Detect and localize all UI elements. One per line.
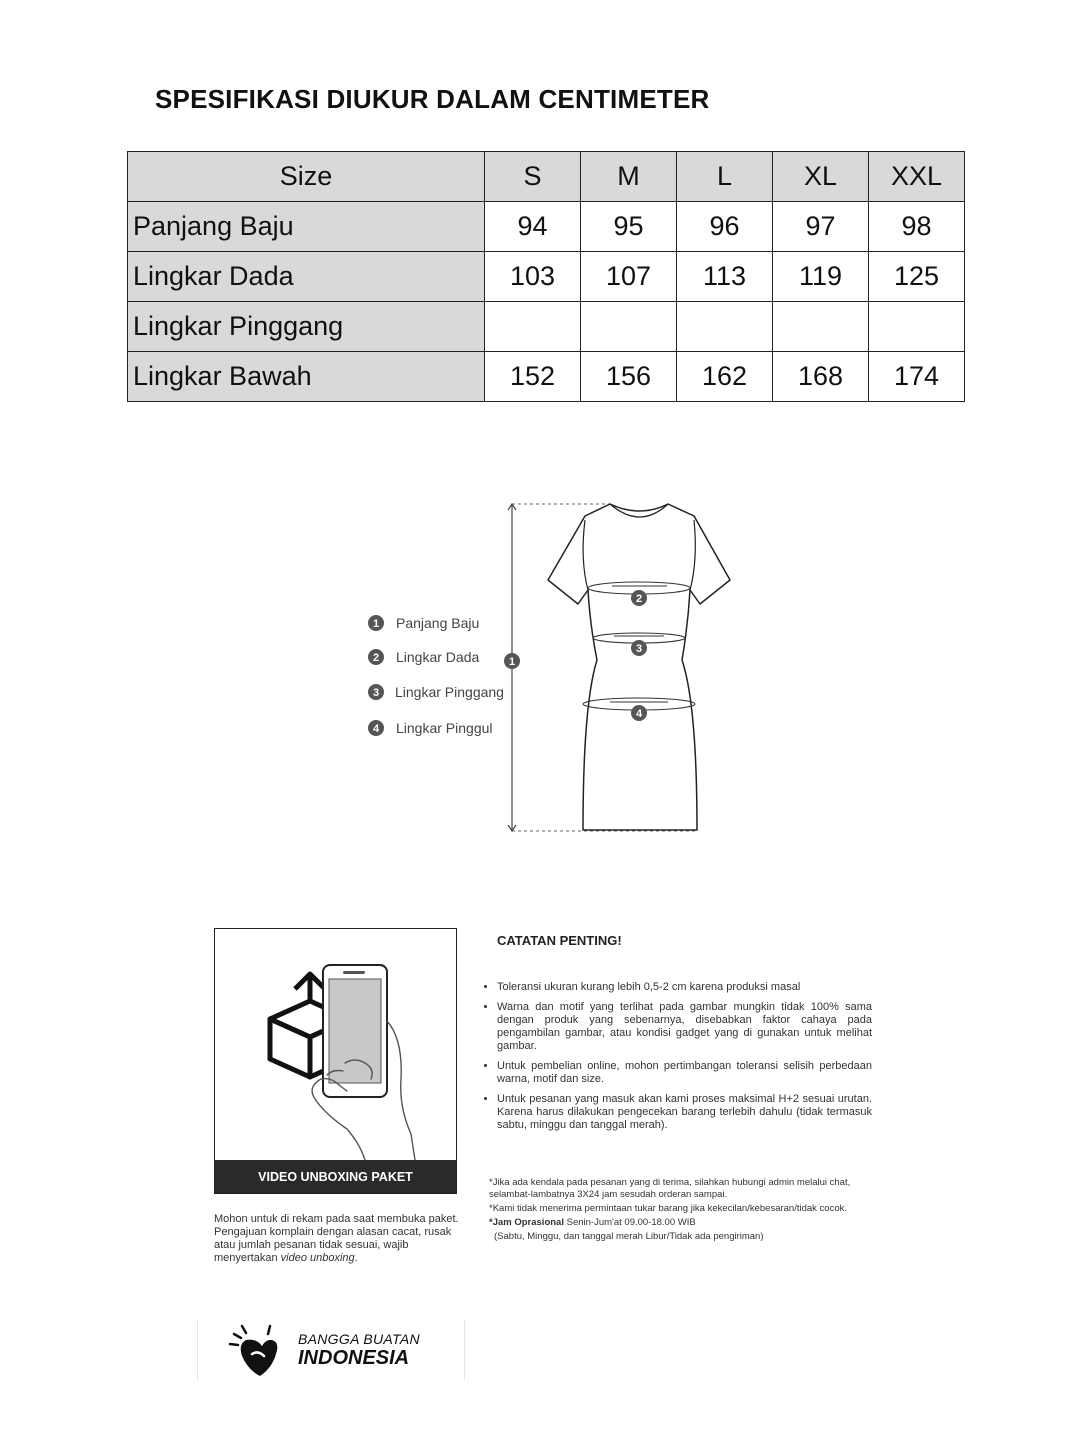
footnote-contact: *Jika ada kendala pada pesanan yang di terima, silahkan hubungi admin melalui chat, selambat-lambatnya 3X24 jam sesudah orderan sampai.: [489, 1177, 851, 1200]
legend-number: 3: [372, 687, 380, 699]
legend-item-2: [368, 649, 479, 665]
unboxing-description-emphasis: video unboxing: [280, 1252, 355, 1264]
table-cell: [773, 302, 869, 352]
table-cell: 119: [773, 252, 869, 302]
table-cell: 97: [773, 202, 869, 252]
table-header-row: [128, 152, 965, 202]
legend-item-3: [368, 684, 504, 700]
dress-outline: [548, 504, 730, 830]
table-cell: 107: [581, 252, 677, 302]
table-cell: 174: [869, 352, 965, 402]
list-item: • Untuk pesanan yang masuk akan kami proses maksimal H+2 sesuai urutan. Karena harus dilakukan pengecekan barang terlebih dahulu (tidak termasuk sabtu, minggu dan tanggal merah).: [497, 1093, 872, 1132]
header-cell: XXL: [869, 152, 965, 202]
unboxing-description-text: Mohon untuk di rekam pada saat membuka paket. Pengajuan komplain dengan alasan cacat, rusak atau jumlah pesanan tidak sesuai, wajib menyertakan: [214, 1213, 459, 1264]
list-item: • Untuk pembelian online, mohon pertimbangan toleransi selisih perbedaan warna, motif dan size.: [497, 1060, 872, 1086]
phone-icon: [323, 965, 387, 1097]
legend-label: Lingkar Pinggang: [395, 684, 504, 700]
table-cell: [581, 302, 677, 352]
table-cell: 95: [581, 202, 677, 252]
marker-number: 1: [508, 656, 516, 668]
brand-logo: [197, 1320, 465, 1380]
phone-unboxing-illustration: [215, 929, 455, 1160]
table-cell: 168: [773, 352, 869, 402]
size-table: [127, 151, 965, 402]
hours-value: Senin-Jum'at 09.00-18.00 WIB: [563, 1217, 696, 1228]
header-cell: Size: [128, 152, 485, 202]
legend-label: Lingkar Pinggul: [396, 720, 493, 736]
header-cell: S: [485, 152, 581, 202]
notes-list: [482, 981, 872, 1139]
unboxing-label-bar: VIDEO UNBOXING PAKET: [215, 1160, 456, 1193]
dress-measurement-diagram: [360, 495, 740, 840]
row-label: Lingkar Bawah: [128, 352, 485, 402]
row-label: Lingkar Dada: [128, 252, 485, 302]
list-item: • Toleransi ukuran kurang lebih 0,5-2 cm karena produksi masal: [497, 981, 872, 994]
table-row: [128, 302, 965, 352]
legend-number: 4: [372, 723, 380, 735]
table-cell: [869, 302, 965, 352]
hours-note: (Sabtu, Minggu, dan tanggal merah Libur/Tidak ada pengiriman): [494, 1231, 764, 1242]
hours-label: *Jam Oprasional: [489, 1217, 564, 1228]
brand-line-2: INDONESIA: [298, 1347, 410, 1369]
header-cell: M: [581, 152, 677, 202]
marker-number: 4: [635, 708, 643, 720]
brand-line-1: BANGGA BUATAN: [298, 1331, 420, 1347]
table-cell: 162: [677, 352, 773, 402]
footnote-hours: [489, 1217, 879, 1229]
list-item: • Warna dan motif yang terlihat pada gambar mungkin tidak 100% sama dengan produk yang sebenarnya, disebabkan faktor cahaya pada pengambilan gambar, atau kondisi gadget yang di gunakan untuk melihat gambar.: [497, 1001, 872, 1053]
table-cell: [485, 302, 581, 352]
marker-number: 2: [635, 593, 643, 605]
legend-label: Panjang Baju: [396, 615, 480, 631]
legend-number: 2: [372, 652, 380, 664]
marker-number: 3: [635, 643, 643, 655]
table-cell: [677, 302, 773, 352]
table-cell: 156: [581, 352, 677, 402]
legend-number: 1: [372, 618, 380, 630]
header-cell: L: [677, 152, 773, 202]
table-cell: 96: [677, 202, 773, 252]
legend-item-4: [368, 720, 493, 736]
unboxing-panel: [214, 928, 457, 1194]
notes-title: CATATAN PENTING!: [497, 933, 622, 948]
table-row: [128, 202, 965, 252]
heart-hand-icon: [228, 1320, 288, 1380]
table-cell: 113: [677, 252, 773, 302]
footnotes: [489, 1177, 879, 1245]
table-cell: 94: [485, 202, 581, 252]
unboxing-description-end: .: [354, 1252, 358, 1264]
table-cell: 152: [485, 352, 581, 402]
table-row: [128, 352, 965, 402]
table-cell: 125: [869, 252, 965, 302]
unboxing-description: [214, 1213, 464, 1265]
table-cell: 103: [485, 252, 581, 302]
footnote-exchange: *Kami tidak menerima permintaan tukar barang jika kekecilan/kebesaran/tidak cocok.: [489, 1203, 848, 1214]
row-label: Lingkar Pinggang: [128, 302, 485, 352]
legend-label: Lingkar Dada: [396, 649, 480, 665]
table-row: [128, 252, 965, 302]
row-label: Panjang Baju: [128, 202, 485, 252]
page-title: SPESIFIKASI DIUKUR DALAM CENTIMETER: [155, 84, 710, 114]
table-cell: 98: [869, 202, 965, 252]
legend-item-1: [368, 615, 479, 631]
header-cell: XL: [773, 152, 869, 202]
